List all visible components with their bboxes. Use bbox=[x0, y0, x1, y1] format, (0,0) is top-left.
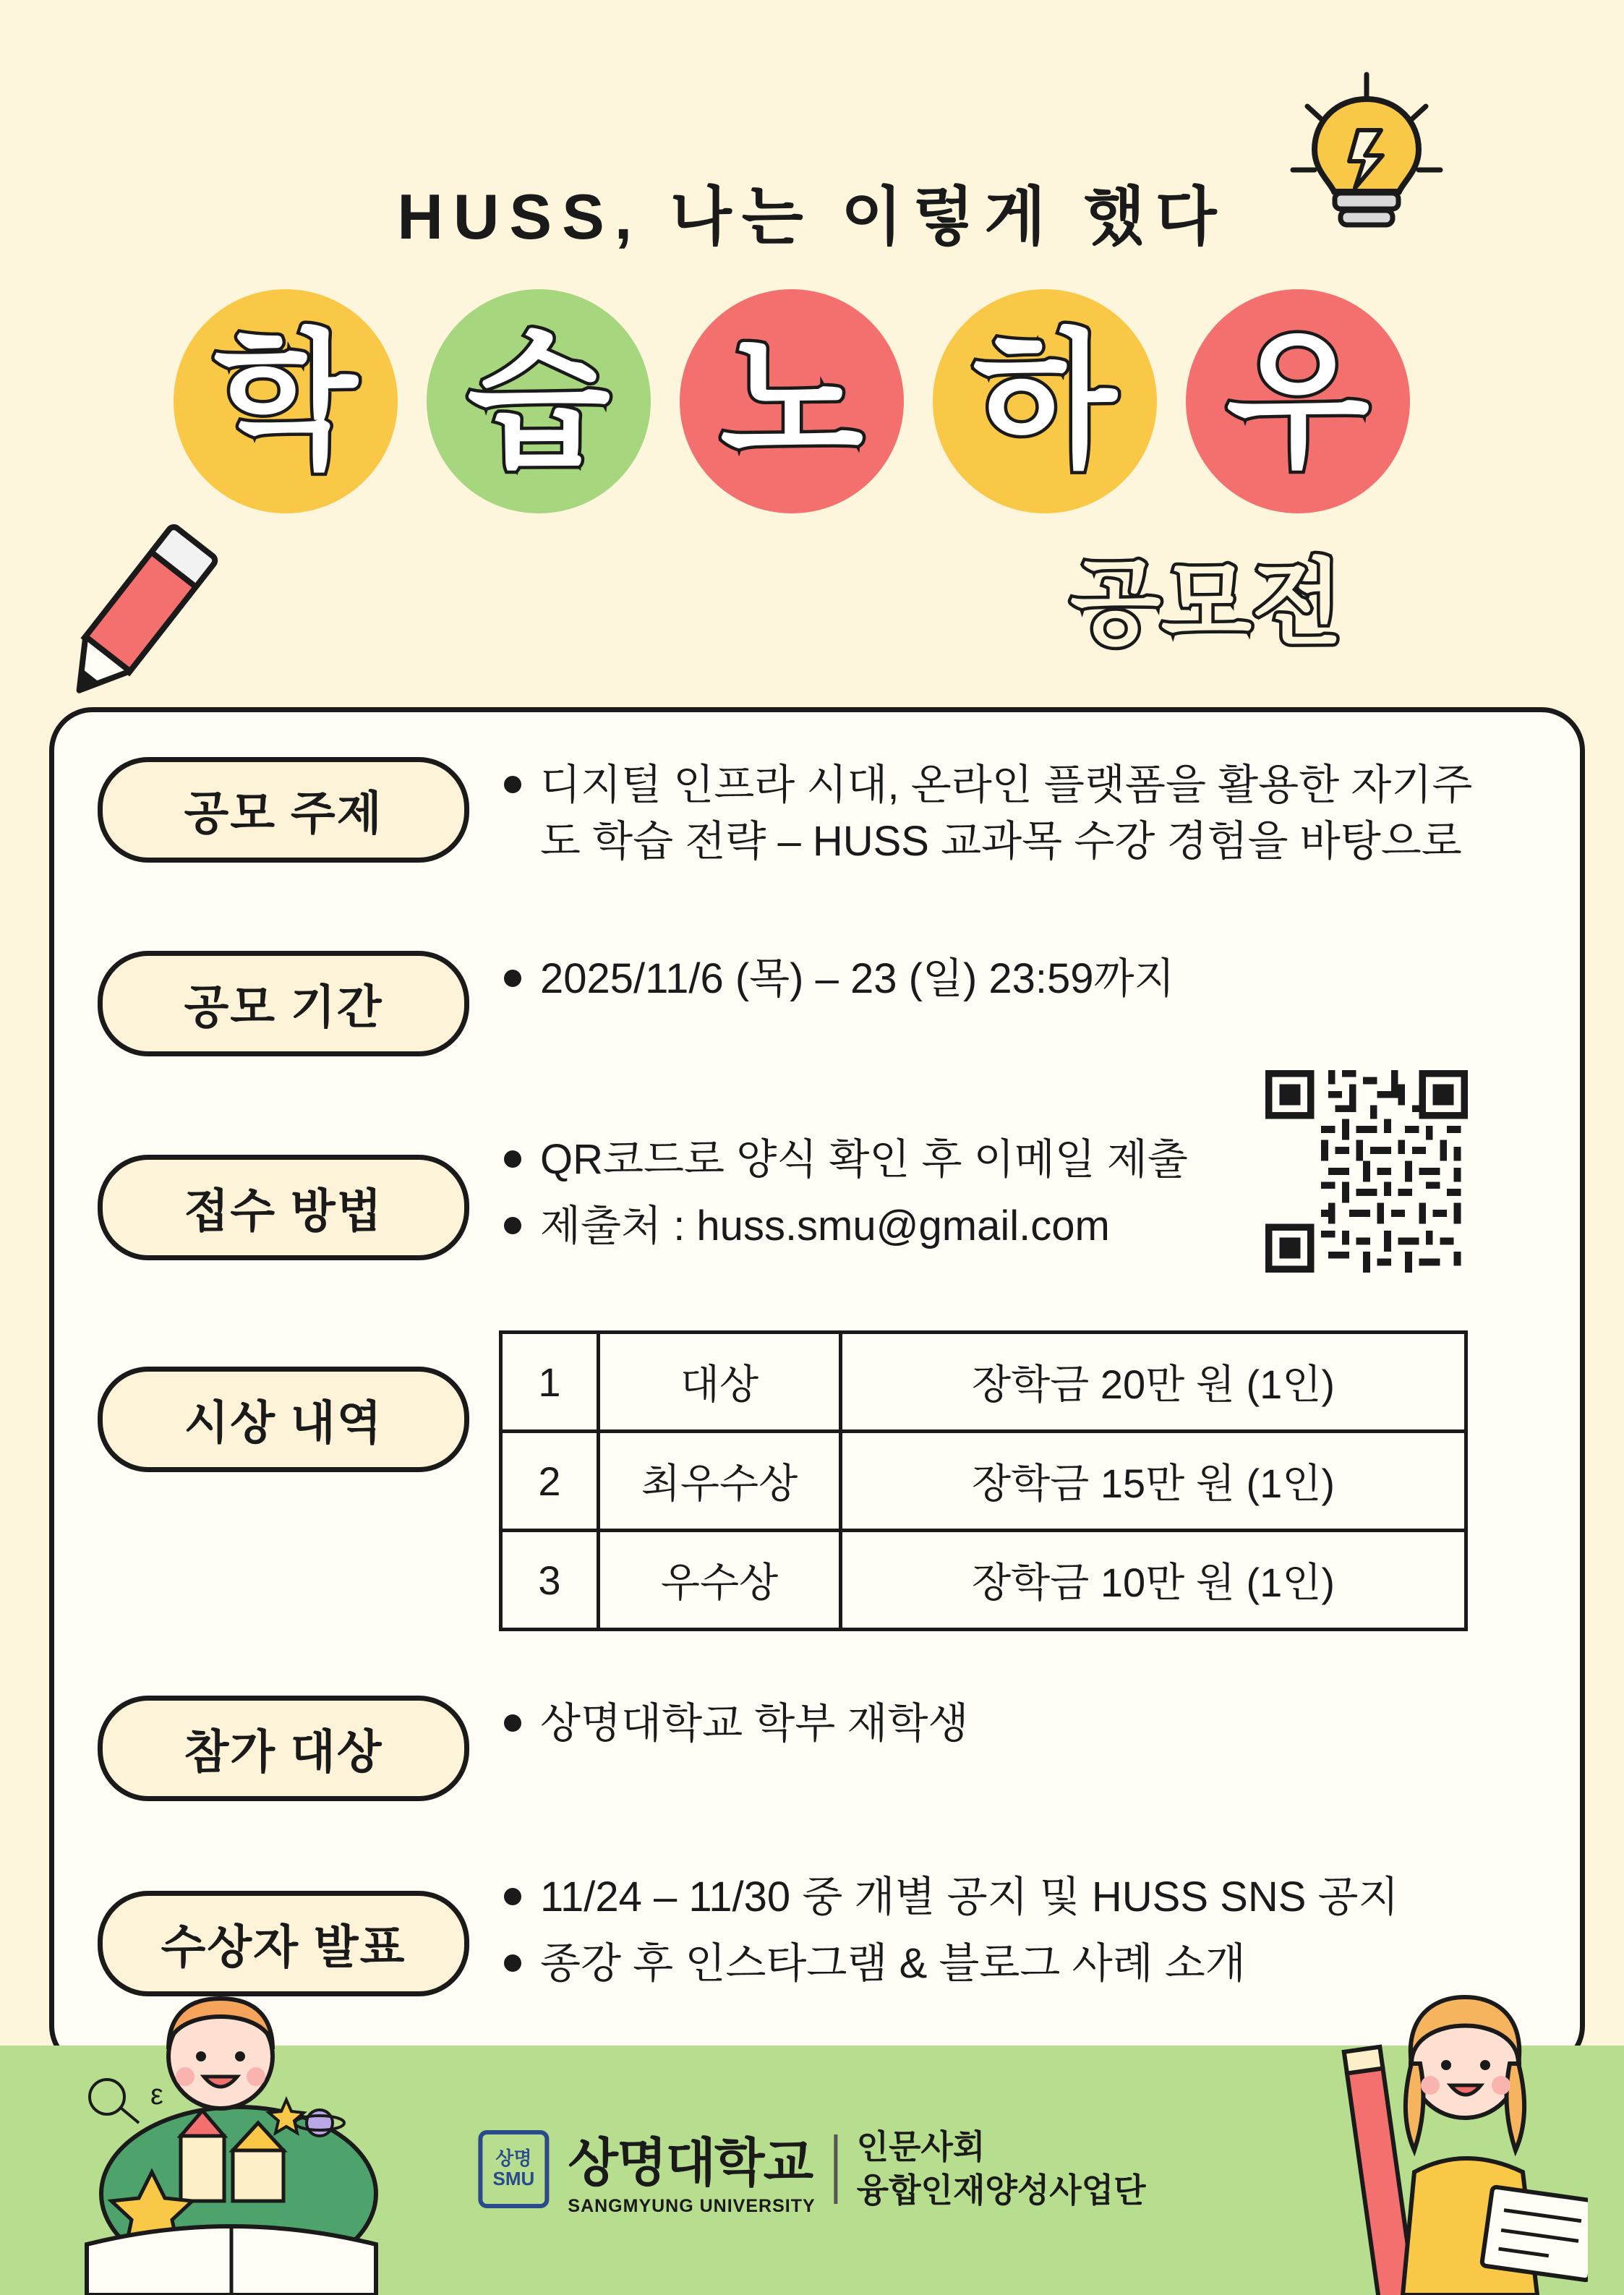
section-topic bbox=[98, 757, 1502, 881]
section-label: 시상 내역 bbox=[98, 1367, 469, 1472]
section-submission bbox=[98, 1132, 1188, 1265]
section-awards bbox=[98, 1367, 469, 1472]
title-circle-char: 학 bbox=[213, 318, 358, 484]
title-circle-char: 습 bbox=[466, 318, 611, 484]
list-item-text: 제출처 : huss.smu@gmail.com bbox=[540, 1202, 1110, 1250]
list-item bbox=[504, 1869, 1399, 1926]
university-logo bbox=[478, 2121, 1145, 2217]
list-item-text: QR코드로 양식 확인 후 이메일 제출 bbox=[540, 1136, 1188, 1183]
list-item-text: 11/24 – 11/30 중 개별 공지 및 HUSS SNS 공지 bbox=[540, 1873, 1399, 1920]
list-item bbox=[504, 951, 1175, 1007]
child-with-pencil-illustration bbox=[1248, 1955, 1588, 2295]
bullet-dot bbox=[504, 1714, 521, 1732]
logo-divider bbox=[834, 2134, 838, 2204]
logo-mark-icon bbox=[478, 2130, 549, 2208]
list-item bbox=[504, 1696, 969, 1752]
bullet-dot bbox=[504, 1888, 521, 1905]
page-title: HUSS, 나는 이렇게 했다 bbox=[397, 181, 1227, 252]
section-bullets bbox=[504, 757, 1502, 881]
section-bullets bbox=[504, 1696, 969, 1762]
list-item-text: 디지털 인프라 시대, 온라인 플랫폼을 활용한 자기주도 학습 전략 – HUSS 교과목 수강 경험을 바탕으로 bbox=[540, 761, 1473, 866]
section-period bbox=[98, 951, 1175, 1056]
section-bullets bbox=[504, 1132, 1188, 1265]
logo-subtitle-block bbox=[857, 2126, 1146, 2213]
list-item bbox=[504, 1198, 1188, 1255]
section-label: 공모 주제 bbox=[98, 757, 469, 863]
logo-subtitle-line1: 인문사회 bbox=[856, 2127, 986, 2166]
award-rank: 3 bbox=[501, 1531, 599, 1630]
title-circle-3 bbox=[680, 289, 904, 513]
svg-text:ε: ε bbox=[150, 2079, 163, 2111]
title-circle-2 bbox=[427, 289, 651, 513]
table-row bbox=[501, 1333, 1466, 1432]
list-item-text: 종강 후 인스타그램 & 블로그 사례 소개 bbox=[540, 1940, 1246, 1988]
award-rank: 2 bbox=[501, 1432, 599, 1531]
award-name: 우수상 bbox=[599, 1531, 841, 1630]
bullet-dot bbox=[504, 1217, 521, 1234]
logo-subtitle-line2: 융합인재양성사업단 bbox=[856, 2171, 1146, 2209]
section-label: 공모 기간 bbox=[98, 951, 469, 1056]
award-rank: 1 bbox=[501, 1333, 599, 1432]
award-prize: 장학금 15만 원 (1인) bbox=[841, 1432, 1466, 1531]
logo-name-en: SANGMYUNG UNIVERSITY bbox=[568, 2196, 816, 2216]
title-subtitle: 공모전 bbox=[1070, 550, 1343, 656]
title-circle-char: 하 bbox=[973, 318, 1117, 484]
bullet-dot bbox=[504, 1150, 521, 1168]
title-circle-char: 노 bbox=[719, 318, 864, 484]
award-name: 최우수상 bbox=[599, 1432, 841, 1531]
section-bullets bbox=[504, 951, 1175, 1017]
bullet-dot bbox=[504, 776, 521, 793]
award-prize: 장학금 10만 원 (1인) bbox=[841, 1531, 1466, 1630]
title-circle-char: 우 bbox=[1226, 318, 1370, 484]
section-label: 수상자 발표 bbox=[98, 1891, 469, 1996]
section-label: 참가 대상 bbox=[98, 1696, 469, 1801]
child-reading-illustration bbox=[43, 1955, 419, 2295]
logo-mark-top: 상명 bbox=[495, 2147, 532, 2170]
bullet-dot bbox=[504, 970, 521, 987]
table-row bbox=[501, 1531, 1466, 1630]
title-circle-1 bbox=[174, 289, 398, 513]
award-prize: 장학금 20만 원 (1인) bbox=[841, 1333, 1466, 1432]
table-row bbox=[501, 1432, 1466, 1531]
section-label: 접수 방법 bbox=[98, 1155, 469, 1260]
qr-code-icon[interactable] bbox=[1265, 1070, 1468, 1273]
award-name: 대상 bbox=[599, 1333, 841, 1432]
title-circle-4 bbox=[933, 289, 1157, 513]
list-item-text: 상명대학교 학부 재학생 bbox=[540, 1700, 969, 1747]
title-circles bbox=[174, 289, 1461, 528]
bullet-dot bbox=[504, 1954, 521, 1972]
list-item bbox=[504, 1132, 1188, 1188]
section-eligibility bbox=[98, 1696, 969, 1801]
logo-text-block bbox=[568, 2121, 815, 2217]
title-circle-5 bbox=[1186, 289, 1410, 513]
logo-mark-bottom: SMU bbox=[492, 2167, 535, 2189]
list-item bbox=[504, 757, 1502, 871]
list-item-text: 2025/11/6 (목) – 23 (일) 23:59까지 bbox=[540, 955, 1175, 1002]
awards-table bbox=[499, 1330, 1468, 1631]
logo-name-ko: 상명대학교 bbox=[568, 2134, 813, 2192]
pencil-icon bbox=[29, 513, 239, 723]
